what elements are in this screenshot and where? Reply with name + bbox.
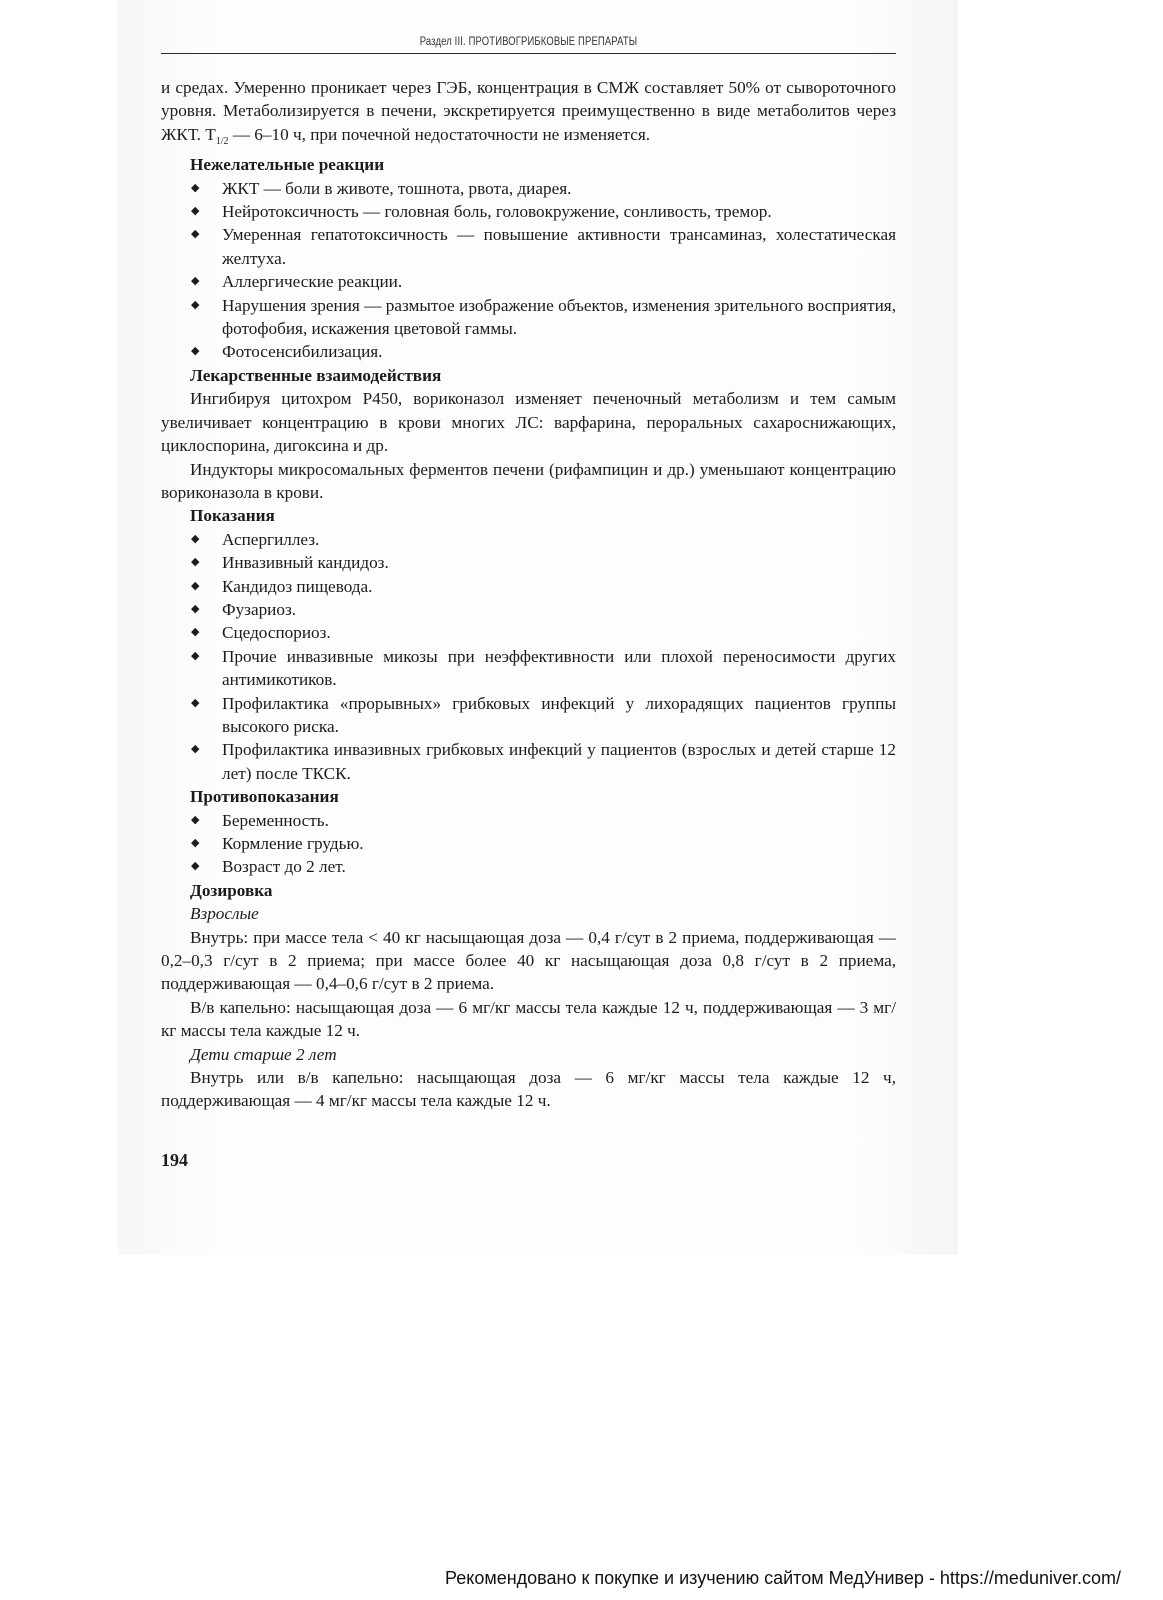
bullet-icon: ◆ xyxy=(191,228,200,241)
dosage-paragraph: Внутрь или в/в капельно: насыщающая доза — 6 мг/кг массы тела каждые 12 ч, поддерживающая — 4 мг/кг массы тела каждые 12 ч. xyxy=(161,1068,896,1111)
dosage-heading: Дозировка xyxy=(190,880,273,900)
intro-text-before-subscript: и средах. Умеренно проникает через ГЭБ, концентрация в СМЖ составляет 50% от сывороточного уровня. Метаболизируется в печени, экскретируется преимущественно в виде метаболитов через ЖКТ. T xyxy=(161,78,896,144)
half-life-subscript: 1/2 xyxy=(215,135,229,147)
bullet-icon: ◆ xyxy=(191,298,200,311)
bullet-icon: ◆ xyxy=(191,626,200,639)
interactions-paragraph: Индукторы микросомальных ферментов печени (рифампицин и др.) уменьшают концентрацию вориконазола в крови. xyxy=(161,459,896,502)
bullet-icon: ◆ xyxy=(191,837,200,849)
list-item: ◆ Аспергиллез. xyxy=(161,528,896,551)
indications-list xyxy=(161,528,896,785)
list-item: ◆ Профилактика инвазивных грибковых инфекций у пациентов (взрослых и детей старше 12 лет) после ТКСК. xyxy=(191,740,896,783)
list-item: ◆ Нарушения зрения — размытое изображение объектов, изменения зрительного восприятия, фотофобия, искажения цветовой гаммы. xyxy=(191,295,896,339)
bullet-icon: ◆ xyxy=(191,275,200,288)
list-item: ◆ ЖКТ — боли в животе, тошнота, рвота, диарея. xyxy=(161,177,896,200)
list-item: ◆ Инвазивный кандидоз. xyxy=(161,551,896,574)
running-header: Раздел III. ПРОТИВОГРИБКОВЫЕ ПРЕПАРАТЫ xyxy=(419,36,638,48)
list-item: ◆ Беременность. xyxy=(161,809,896,832)
interactions-paragraph: Ингибируя цитохром P450, вориконазол изменяет печеночный метаболизм и тем самым увеличивает концентрацию в крови многих ЛС: варфарина, пероральных сахароснижающих, циклоспорина, дигоксина и др. xyxy=(161,389,896,456)
bullet-icon: ◆ xyxy=(191,532,200,545)
bullet-icon: ◆ xyxy=(191,696,200,709)
drug-interactions-heading: Лекарственные взаимодействия xyxy=(190,365,442,385)
dosage-paragraph: Внутрь: при массе тела < 40 кг насыщающая доза — 0,4 г/сут в 2 приема, поддерживающая — 0,2–0,3 г/сут в 2 приема; при массе более 40 кг насыщающая доза 0,8 г/сут в 2 приема, поддерживающая — 0,4–0,6 г/сут в 2 приема. xyxy=(161,927,896,994)
indications-heading: Показания xyxy=(190,506,275,526)
bullet-icon: ◆ xyxy=(191,579,200,592)
bullet-icon: ◆ xyxy=(191,813,200,826)
bullet-icon: ◆ xyxy=(191,602,200,615)
adverse-reactions-heading: Нежелательные реакции xyxy=(190,155,385,175)
list-item: ◆ Кормление грудью. xyxy=(161,832,896,855)
adults-subheading: Взрослые xyxy=(190,904,259,924)
list-item: ◆ Нейротоксичность — головная боль, головокружение, сонливость, тремор. xyxy=(161,200,896,223)
list-item: ◆ Сцедоспориоз. xyxy=(161,621,896,644)
list-item: ◆ Фотосенсибилизация. xyxy=(161,340,896,363)
intro-text-after-subscript: — 6–10 ч, при почечной недостаточности не изменяется. xyxy=(228,124,651,144)
intro-paragraph xyxy=(161,76,896,153)
bullet-icon: ◆ xyxy=(191,743,200,756)
header-rule xyxy=(161,53,896,54)
footer-watermark: Рекомендовано к покупке и изучению сайтом МедУнивер - https://meduniver.com/ xyxy=(445,1568,1121,1588)
contraindications-list xyxy=(161,809,896,879)
bullet-icon: ◆ xyxy=(191,649,200,662)
contraindications-heading: Противопоказания xyxy=(190,787,339,807)
page-number: 194 xyxy=(161,1150,188,1170)
list-item: ◆ Возраст до 2 лет. xyxy=(161,855,896,878)
bullet-icon: ◆ xyxy=(191,556,200,569)
bullet-icon: ◆ xyxy=(191,345,200,358)
list-item: ◆ Прочие инвазивные микозы при неэффективности или плохой переносимости других антимикотиков. xyxy=(191,646,896,690)
list-item: ◆ Умеренная гепатотоксичность — повышение активности трансаминаз, холестатическая желтуха. xyxy=(191,225,896,268)
list-item: ◆ Кандидоз пищевода. xyxy=(161,575,896,598)
children-subheading: Дети старше 2 лет xyxy=(190,1044,337,1064)
bullet-icon: ◆ xyxy=(191,181,200,194)
dosage-paragraph: В/в капельно: насыщающая доза — 6 мг/кг массы тела каждые 12 ч, поддерживающая — 3 мг/кг массы тела каждые 12 ч. xyxy=(161,997,896,1041)
list-item: ◆ Профилактика «прорывных» грибковых инфекций у лихорадящих пациентов группы высокого риска. xyxy=(191,693,896,736)
adverse-reactions-list xyxy=(161,177,896,364)
list-item: ◆ Фузариоз. xyxy=(161,598,896,621)
page-body xyxy=(161,76,896,1113)
list-item: ◆ Аллергические реакции. xyxy=(161,270,896,293)
bullet-icon: ◆ xyxy=(191,860,200,873)
bullet-icon: ◆ xyxy=(191,205,200,218)
